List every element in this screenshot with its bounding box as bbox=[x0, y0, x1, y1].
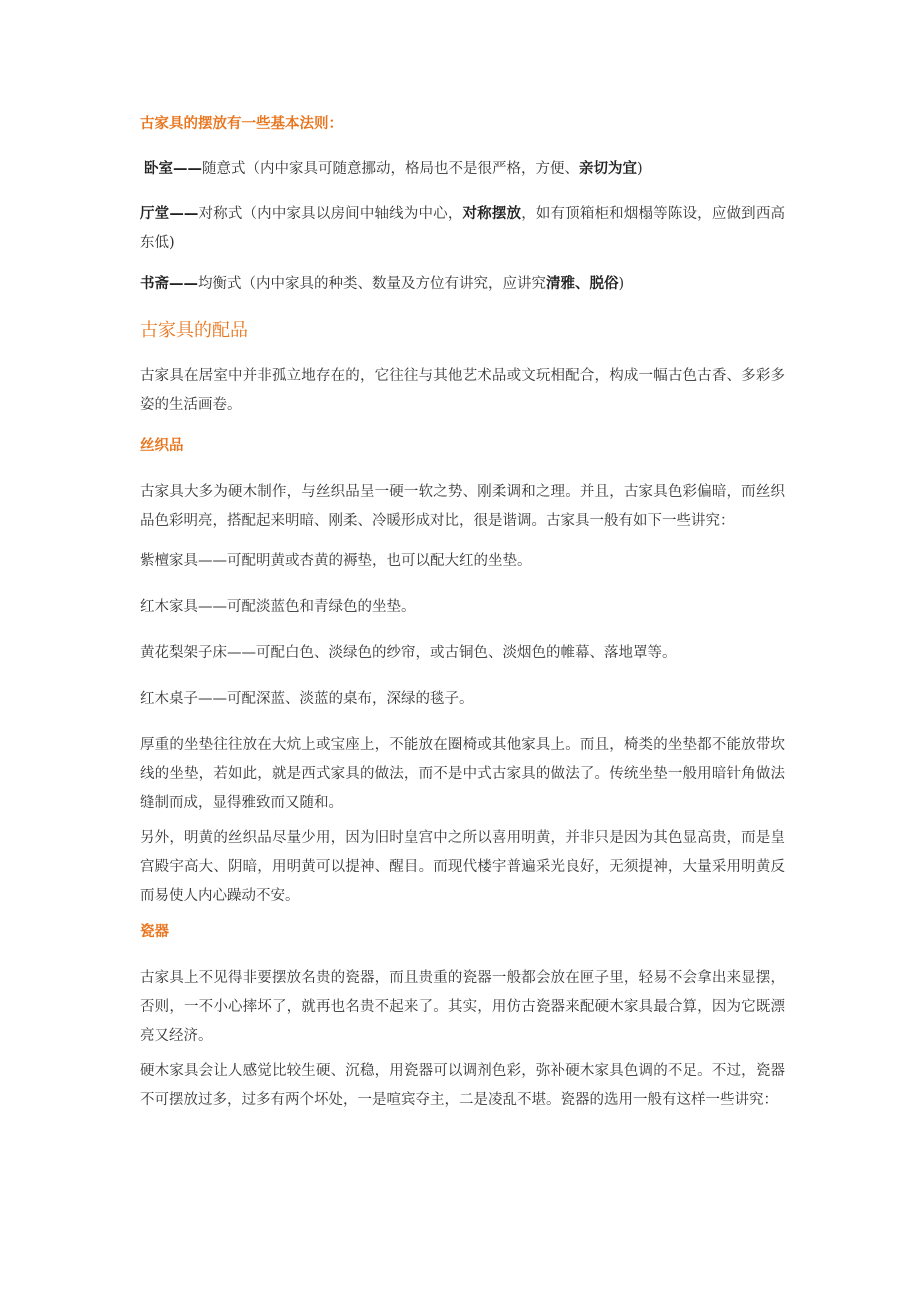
study-text: 均衡式（内中家具的种类、数量及方位有讲究，应讲究 bbox=[198, 276, 546, 292]
silk-item-1: 紫檀家具——可配明黄或杏黄的褥垫，也可以配大红的坐垫。 bbox=[140, 553, 532, 569]
bedroom-bold: 亲切为宜 bbox=[579, 161, 637, 177]
silk-paragraph-2: 厚重的坐垫往往放在大炕上或宝座上，不能放在圈椅或其他家具上。而且，椅类的坐垫都不能放带坎线的坐垫，若如此，就是西式家具的做法，而不是中式古家具的做法了。传统坐垫一般用暗针角做法缝制而成，显得雅致而又随和。 bbox=[140, 737, 785, 811]
bedroom-label: 卧室—— bbox=[144, 161, 202, 177]
hall-text2: ，如有顶箱柜和烟榻等陈设，应做到西高东低) bbox=[140, 206, 786, 251]
silk-item-4: 红木桌子——可配深蓝、淡蓝的桌布，深绿的毯子。 bbox=[140, 691, 474, 707]
silk-heading: 丝织品 bbox=[140, 438, 184, 454]
porcelain-paragraph-1: 古家具上不见得非要摆放名贵的瓷器，而且贵重的瓷器一般都会放在匣子里，轻易不会拿出来显摆，否则，一不小心摔坏了，就再也名贵不起来了。其实，用仿古瓷器来配硬木家具最合算，因为它既漂亮又经济。 bbox=[140, 970, 785, 1044]
silk-item-3: 黄花梨架子床——可配白色、淡绿色的纱帘，或古铜色、淡烟色的帷幕、落地罩等。 bbox=[140, 645, 677, 661]
bedroom-close: ) bbox=[637, 161, 643, 177]
silk-paragraph-1: 古家具大多为硬木制作，与丝织品呈一硬一软之势、刚柔调和之理。并且，古家具色彩偏暗，而丝织品色彩明亮，搭配起来明暗、刚柔、冷暖形成对比，很是谐调。古家具一般有如下一些讲究： bbox=[140, 484, 785, 529]
intro-paragraph: 古家具在居室中并非孤立地存在的，它往往与其他艺术品或文玩相配合，构成一幅古色古香、多彩多姿的生活画卷。 bbox=[140, 368, 785, 413]
study-rule bbox=[140, 270, 785, 299]
rules-heading: 古家具的摆放有一些基本法则： bbox=[140, 116, 343, 132]
bedroom-rule bbox=[144, 155, 789, 184]
silk-paragraph-3: 另外，明黄的丝织品尽量少用，因为旧时皇宫中之所以喜用明黄，并非只是因为其色显高贵，而是皇宫殿宇高大、阴暗，用明黄可以提神、醒目。而现代楼宇普遍采光良好，无须提神，大量采用明黄反而易使人内心躁动不安。 bbox=[140, 830, 785, 904]
porcelain-heading: 瓷器 bbox=[140, 924, 169, 940]
hall-rule bbox=[140, 200, 785, 258]
study-bold: 清雅、脱俗 bbox=[546, 276, 619, 292]
bedroom-text: 随意式（内中家具可随意挪动，格局也不是很严格，方便、 bbox=[202, 161, 579, 177]
hall-bold: 对称摆放 bbox=[462, 206, 522, 222]
porcelain-paragraph-2: 硬木家具会让人感觉比较生硬、沉稳，用瓷器可以调剂色彩，弥补硬木家具色调的不足。不过，瓷器不可摆放过多，过多有两个坏处，一是喧宾夺主，二是凌乱不堪。瓷器的选用一般有这样一些讲究： bbox=[140, 1063, 785, 1108]
study-label: 书斋—— bbox=[140, 276, 198, 292]
accessories-heading: 古家具的配品 bbox=[140, 320, 248, 341]
silk-item-2: 红木家具——可配淡蓝色和青绿色的坐垫。 bbox=[140, 599, 416, 615]
study-close: ) bbox=[618, 276, 625, 292]
hall-text1: 对称式（内中家具以房间中轴线为中心， bbox=[198, 206, 463, 222]
hall-label: 厅堂—— bbox=[140, 206, 199, 222]
